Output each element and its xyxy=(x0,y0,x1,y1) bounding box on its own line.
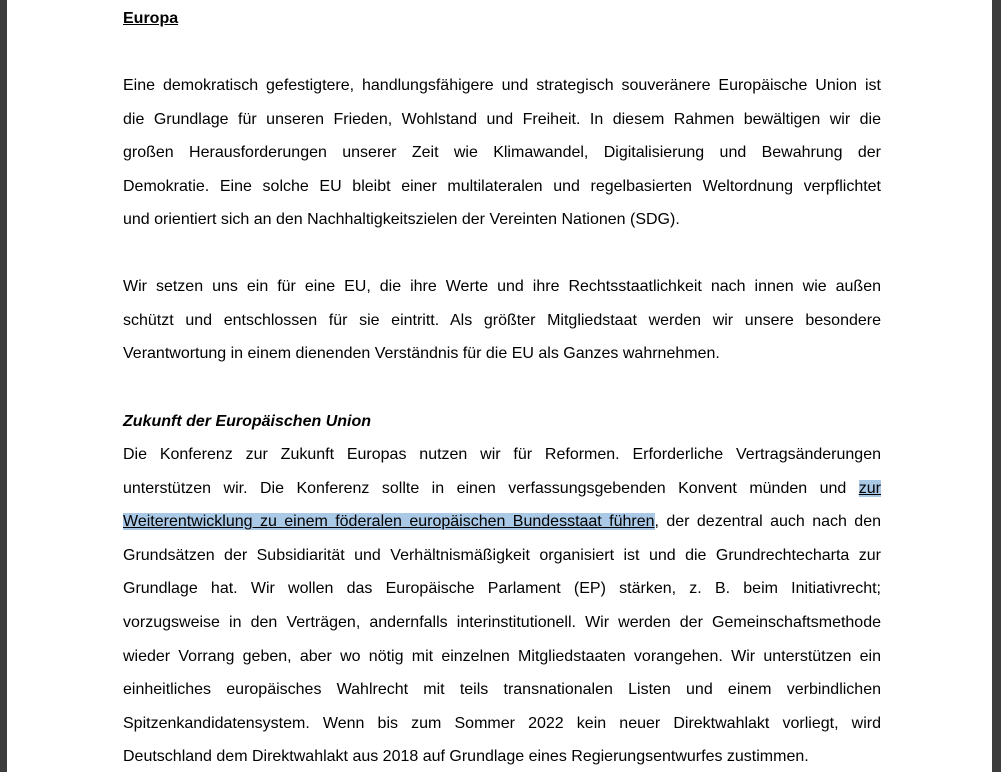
text-line: einheitliches europäisches Wahlrecht mit teils transnationalen Listen und einem verbindlichen xyxy=(123,681,881,699)
highlighted-text[interactable]: zur xyxy=(858,479,881,497)
text-line: die Grundlage für unseren Frieden, Wohlstand und Freiheit. In diesem Rahmen bewältigen wir die xyxy=(123,110,881,128)
document-page xyxy=(7,0,992,772)
text-line: Eine demokratisch gefestigtere, handlungsfähigere und strategisch souveränere Europäische Union ist xyxy=(123,77,881,94)
text-line: vorzugsweise in den Verträgen, andernfalls interinstitutionell. Wir werden der Gemeinschaftsmethode xyxy=(123,613,881,631)
text-line: Grundlage hat. Wir wollen das Europäische Parlament (EP) stärken, z. B. beim Initiativrecht; xyxy=(123,580,881,598)
paragraph-eu-values xyxy=(123,277,881,378)
text-line: Wir setzen uns ein für eine EU, die ihre Werte und ihre Rechtsstaatlichkeit nach innen wie außen xyxy=(123,278,881,295)
section-heading: Europa xyxy=(123,10,179,27)
viewer-background-left xyxy=(0,0,7,772)
text-line: schützt und entschlossen für sie eintritt. Als größter Mitgliedstaat werden wir unsere besondere xyxy=(123,311,881,329)
text-line: und orientiert sich an den Nachhaltigkeitszielen der Vereinten Nationen (SDG). xyxy=(123,211,680,229)
text-line: wieder Vorrang geben, aber wo nötig mit einzelnen Mitgliedstaaten vorangehen. Wir unterstützen ein xyxy=(123,647,881,665)
text-line: Deutschland dem Direktwahlakt aus 2018 auf Grundlage eines Regierungsentwurfes zustimmen. xyxy=(123,748,809,766)
text-line: Die Konferenz zur Zukunft Europas nutzen wir für Reformen. Erforderliche Vertragsänderungen xyxy=(123,446,881,463)
paragraph-eu-future xyxy=(123,445,881,772)
subsection-heading: Zukunft der Europäischen Union xyxy=(123,413,372,430)
text-line: Demokratie. Eine solche EU bleibt einer multilateralen und regelbasierten Weltordnung verpflichtet xyxy=(123,177,881,195)
paragraph-eu-intro xyxy=(123,76,881,244)
highlighted-text[interactable]: Weiterentwicklung zu einem föderalen europäischen Bundesstaat führen xyxy=(123,513,655,531)
text-line: Weiterentwicklung zu einem föderalen europäischen Bundesstaat führen, der dezentral auch nach den xyxy=(123,513,882,531)
text-line: Grundsätzen der Subsidiarität und Verhältnismäßigkeit organisiert ist und die Grundrechtecharta zur xyxy=(123,546,881,564)
text-line: Spitzenkandidatensystem. Wenn bis zum Sommer 2022 kein neuer Direktwahlakt vorliegt, wird xyxy=(123,714,881,732)
text-line: Verantwortung in einem dienenden Verständnis für die EU als Ganzes wahrnehmen. xyxy=(123,345,720,363)
text-line: unterstützen wir. Die Konferenz sollte in einen verfassungsgebenden Konvent münden und zur xyxy=(123,479,881,497)
viewer-background-right xyxy=(992,0,1001,772)
text-line: großen Herausforderungen unserer Zeit wie Klimawandel, Digitalisierung und Bewahrung der xyxy=(123,144,881,162)
